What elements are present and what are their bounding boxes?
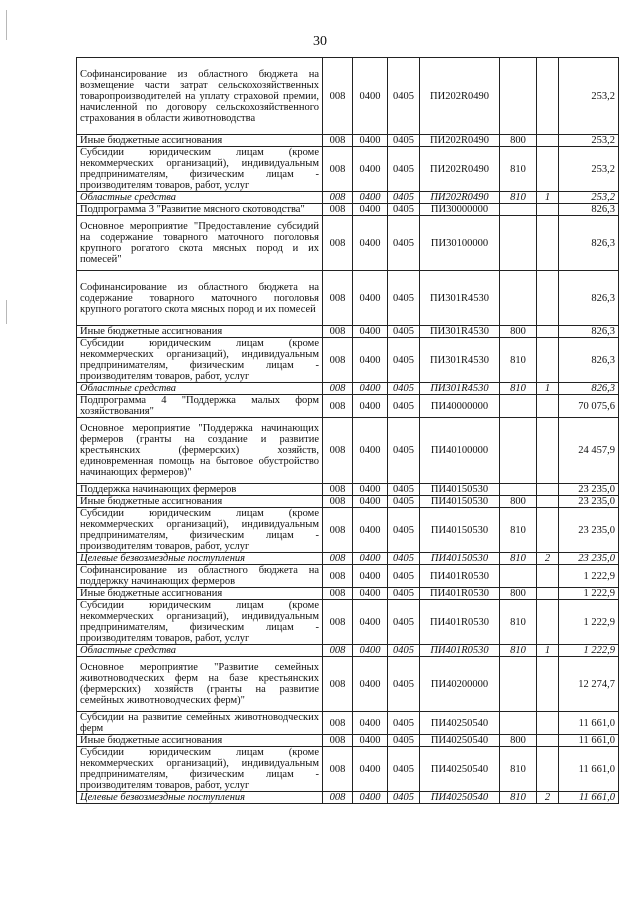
row-section-code: 0400 <box>353 508 388 553</box>
row-target-article: ПИ40250540 <box>420 747 500 792</box>
row-section-code: 0400 <box>353 58 388 135</box>
row-subsection-code: 0405 <box>388 792 420 804</box>
row-funding-source: 1 <box>537 192 559 204</box>
row-ministry-code: 008 <box>323 588 353 600</box>
row-funding-source <box>537 58 559 135</box>
table-row <box>77 204 619 216</box>
budget-table-body <box>77 58 619 804</box>
table-row <box>77 147 619 192</box>
row-ministry-code: 008 <box>323 216 353 271</box>
row-subsection-code: 0405 <box>388 338 420 383</box>
row-target-article: ПИ40150530 <box>420 496 500 508</box>
row-section-code: 0400 <box>353 135 388 147</box>
row-subsection-code: 0405 <box>388 657 420 712</box>
row-name: Областные средства <box>77 383 323 395</box>
row-name: Иные бюджетные ассигнования <box>77 496 323 508</box>
row-funding-source: 1 <box>537 383 559 395</box>
row-section-code: 0400 <box>353 271 388 326</box>
table-row <box>77 565 619 588</box>
row-target-article: ПИ202R0490 <box>420 192 500 204</box>
row-target-article: ПИ40250540 <box>420 792 500 804</box>
row-expense-type: 810 <box>500 383 537 395</box>
row-expense-type: 810 <box>500 147 537 192</box>
row-ministry-code: 008 <box>323 395 353 418</box>
row-section-code: 0400 <box>353 600 388 645</box>
row-expense-type <box>500 58 537 135</box>
row-subsection-code: 0405 <box>388 271 420 326</box>
row-name: Иные бюджетные ассигнования <box>77 135 323 147</box>
row-section-code: 0400 <box>353 326 388 338</box>
row-expense-type: 800 <box>500 588 537 600</box>
table-row <box>77 216 619 271</box>
row-target-article: ПИ40150530 <box>420 508 500 553</box>
row-funding-source <box>537 657 559 712</box>
row-section-code: 0400 <box>353 338 388 383</box>
row-name: Субсидии юридическим лицам (кроме некоммерческих организаций), индивидуальным предпринимателям, физическим лицам - производителям товаров, работ, услуг <box>77 508 323 553</box>
row-name: Субсидии юридическим лицам (кроме некоммерческих организаций), индивидуальным предпринимателям, физическим лицам - производителям товаров, работ, услуг <box>77 747 323 792</box>
row-section-code: 0400 <box>353 657 388 712</box>
row-subsection-code: 0405 <box>388 58 420 135</box>
row-target-article: ПИ40000000 <box>420 395 500 418</box>
row-subsection-code: 0405 <box>388 735 420 747</box>
row-funding-source: 2 <box>537 553 559 565</box>
row-funding-source <box>537 747 559 792</box>
row-amount: 11 661,0 <box>559 735 619 747</box>
row-expense-type <box>500 216 537 271</box>
row-funding-source <box>537 135 559 147</box>
row-funding-source <box>537 588 559 600</box>
row-section-code: 0400 <box>353 645 388 657</box>
budget-table <box>76 57 619 804</box>
row-target-article: ПИ202R0490 <box>420 147 500 192</box>
table-row <box>77 792 619 804</box>
table-row <box>77 645 619 657</box>
row-ministry-code: 008 <box>323 735 353 747</box>
row-amount: 826,3 <box>559 326 619 338</box>
page-number: 30 <box>313 34 327 49</box>
row-target-article: ПИ40250540 <box>420 712 500 735</box>
row-ministry-code: 008 <box>323 645 353 657</box>
row-name: Субсидии юридическим лицам (кроме некоммерческих организаций), индивидуальным предпринимателям, физическим лицам - производителям товаров, работ, услуг <box>77 600 323 645</box>
row-funding-source <box>537 712 559 735</box>
row-target-article: ПИ40100000 <box>420 418 500 484</box>
row-amount: 1 222,9 <box>559 565 619 588</box>
row-funding-source <box>537 338 559 383</box>
row-section-code: 0400 <box>353 792 388 804</box>
row-expense-type: 810 <box>500 508 537 553</box>
row-funding-source <box>537 508 559 553</box>
row-funding-source <box>537 216 559 271</box>
row-ministry-code: 008 <box>323 747 353 792</box>
table-row <box>77 484 619 496</box>
row-amount: 11 661,0 <box>559 792 619 804</box>
row-section-code: 0400 <box>353 588 388 600</box>
row-ministry-code: 008 <box>323 657 353 712</box>
row-amount: 253,2 <box>559 58 619 135</box>
row-expense-type: 800 <box>500 496 537 508</box>
row-funding-source <box>537 484 559 496</box>
row-funding-source <box>537 395 559 418</box>
row-amount: 1 222,9 <box>559 645 619 657</box>
row-target-article: ПИ202R0490 <box>420 135 500 147</box>
row-target-article: ПИ30000000 <box>420 204 500 216</box>
row-subsection-code: 0405 <box>388 484 420 496</box>
row-ministry-code: 008 <box>323 192 353 204</box>
row-name: Иные бюджетные ассигнования <box>77 735 323 747</box>
row-name: Областные средства <box>77 192 323 204</box>
table-row <box>77 588 619 600</box>
row-target-article: ПИ401R0530 <box>420 565 500 588</box>
row-target-article: ПИ401R0530 <box>420 588 500 600</box>
row-expense-type <box>500 395 537 418</box>
row-section-code: 0400 <box>353 216 388 271</box>
row-subsection-code: 0405 <box>388 204 420 216</box>
row-target-article: ПИ401R0530 <box>420 600 500 645</box>
row-subsection-code: 0405 <box>388 712 420 735</box>
row-subsection-code: 0405 <box>388 600 420 645</box>
row-funding-source: 2 <box>537 792 559 804</box>
row-section-code: 0400 <box>353 747 388 792</box>
row-section-code: 0400 <box>353 735 388 747</box>
table-row <box>77 326 619 338</box>
table-row <box>77 192 619 204</box>
row-name: Субсидии юридическим лицам (кроме некоммерческих организаций), индивидуальным предпринимателям, физическим лицам - производителям товаров, работ, услуг <box>77 338 323 383</box>
row-ministry-code: 008 <box>323 418 353 484</box>
row-expense-type <box>500 712 537 735</box>
row-ministry-code: 008 <box>323 326 353 338</box>
table-row <box>77 735 619 747</box>
row-expense-type <box>500 204 537 216</box>
row-target-article: ПИ301R4530 <box>420 338 500 383</box>
row-subsection-code: 0405 <box>388 326 420 338</box>
row-target-article: ПИ40150530 <box>420 484 500 496</box>
row-funding-source <box>537 418 559 484</box>
table-row <box>77 135 619 147</box>
row-amount: 826,3 <box>559 271 619 326</box>
row-funding-source <box>537 565 559 588</box>
row-amount: 11 661,0 <box>559 747 619 792</box>
row-expense-type: 810 <box>500 747 537 792</box>
row-subsection-code: 0405 <box>388 508 420 553</box>
row-amount: 70 075,6 <box>559 395 619 418</box>
row-funding-source <box>537 147 559 192</box>
row-section-code: 0400 <box>353 192 388 204</box>
row-name: Целевые безвозмездные поступления <box>77 792 323 804</box>
row-expense-type: 810 <box>500 553 537 565</box>
table-row <box>77 338 619 383</box>
row-amount: 12 274,7 <box>559 657 619 712</box>
row-expense-type <box>500 484 537 496</box>
row-subsection-code: 0405 <box>388 496 420 508</box>
row-ministry-code: 008 <box>323 712 353 735</box>
row-amount: 253,2 <box>559 192 619 204</box>
row-subsection-code: 0405 <box>388 565 420 588</box>
row-target-article: ПИ30100000 <box>420 216 500 271</box>
row-amount: 24 457,9 <box>559 418 619 484</box>
row-name: Областные средства <box>77 645 323 657</box>
row-expense-type <box>500 418 537 484</box>
row-expense-type: 810 <box>500 192 537 204</box>
row-ministry-code: 008 <box>323 496 353 508</box>
table-row <box>77 58 619 135</box>
row-ministry-code: 008 <box>323 383 353 395</box>
row-subsection-code: 0405 <box>388 135 420 147</box>
row-target-article: ПИ40150530 <box>420 553 500 565</box>
row-expense-type <box>500 271 537 326</box>
row-amount: 23 235,0 <box>559 553 619 565</box>
row-ministry-code: 008 <box>323 338 353 383</box>
row-target-article: ПИ40250540 <box>420 735 500 747</box>
row-funding-source <box>537 735 559 747</box>
row-ministry-code: 008 <box>323 58 353 135</box>
row-ministry-code: 008 <box>323 271 353 326</box>
row-amount: 1 222,9 <box>559 600 619 645</box>
row-expense-type: 810 <box>500 600 537 645</box>
row-subsection-code: 0405 <box>388 395 420 418</box>
row-ministry-code: 008 <box>323 147 353 192</box>
row-ministry-code: 008 <box>323 508 353 553</box>
row-amount: 253,2 <box>559 147 619 192</box>
row-name: Подпрограмма 4 "Поддержка малых форм хозяйствования" <box>77 395 323 418</box>
row-funding-source: 1 <box>537 645 559 657</box>
table-row <box>77 553 619 565</box>
row-target-article: ПИ202R0490 <box>420 58 500 135</box>
row-ministry-code: 008 <box>323 484 353 496</box>
row-amount: 253,2 <box>559 135 619 147</box>
row-section-code: 0400 <box>353 484 388 496</box>
row-amount: 11 661,0 <box>559 712 619 735</box>
row-subsection-code: 0405 <box>388 553 420 565</box>
row-amount: 23 235,0 <box>559 496 619 508</box>
row-target-article: ПИ301R4530 <box>420 271 500 326</box>
row-amount: 826,3 <box>559 383 619 395</box>
row-funding-source <box>537 600 559 645</box>
row-amount: 23 235,0 <box>559 508 619 553</box>
row-ministry-code: 008 <box>323 565 353 588</box>
table-row <box>77 508 619 553</box>
row-ministry-code: 008 <box>323 792 353 804</box>
row-section-code: 0400 <box>353 147 388 192</box>
row-subsection-code: 0405 <box>388 192 420 204</box>
row-target-article: ПИ40200000 <box>420 657 500 712</box>
row-subsection-code: 0405 <box>388 645 420 657</box>
table-row <box>77 395 619 418</box>
row-name: Софинансирование из областного бюджета на поддержку начинающих фермеров <box>77 565 323 588</box>
row-ministry-code: 008 <box>323 135 353 147</box>
row-subsection-code: 0405 <box>388 588 420 600</box>
row-expense-type <box>500 565 537 588</box>
row-expense-type: 800 <box>500 326 537 338</box>
row-ministry-code: 008 <box>323 204 353 216</box>
row-funding-source <box>537 271 559 326</box>
table-row <box>77 496 619 508</box>
row-subsection-code: 0405 <box>388 147 420 192</box>
row-section-code: 0400 <box>353 712 388 735</box>
row-section-code: 0400 <box>353 565 388 588</box>
row-ministry-code: 008 <box>323 553 353 565</box>
row-expense-type <box>500 657 537 712</box>
row-expense-type: 800 <box>500 735 537 747</box>
row-funding-source <box>537 326 559 338</box>
row-section-code: 0400 <box>353 418 388 484</box>
row-name: Иные бюджетные ассигнования <box>77 588 323 600</box>
row-subsection-code: 0405 <box>388 418 420 484</box>
row-ministry-code: 008 <box>323 600 353 645</box>
row-name: Основное мероприятие "Развитие семейных животноводческих ферм на базе крестьянских (фермерских) хозяйств (гранты на развитие семейных животноводческих ферм)" <box>77 657 323 712</box>
row-name: Софинансирование из областного бюджета на содержание товарного маточного поголовья крупного рогатого скота мясных пород и их помесей <box>77 271 323 326</box>
table-row <box>77 418 619 484</box>
table-row <box>77 383 619 395</box>
row-amount: 826,3 <box>559 204 619 216</box>
row-amount: 826,3 <box>559 338 619 383</box>
row-subsection-code: 0405 <box>388 747 420 792</box>
scan-margin-mark <box>6 300 7 324</box>
row-target-article: ПИ401R0530 <box>420 645 500 657</box>
row-expense-type: 810 <box>500 792 537 804</box>
row-expense-type: 810 <box>500 645 537 657</box>
row-section-code: 0400 <box>353 553 388 565</box>
row-name: Субсидии юридическим лицам (кроме некоммерческих организаций), индивидуальным предпринимателям, физическим лицам - производителям товаров, работ, услуг <box>77 147 323 192</box>
row-name: Основное мероприятие "Поддержка начинающих фермеров (гранты на создание и развитие крестьянских (фермерских) хозяйств, единовременная помощь на бытовое обустройство начинающих фермеров)" <box>77 418 323 484</box>
table-row <box>77 747 619 792</box>
table-row <box>77 271 619 326</box>
row-amount: 23 235,0 <box>559 484 619 496</box>
row-section-code: 0400 <box>353 383 388 395</box>
table-row <box>77 600 619 645</box>
row-name: Целевые безвозмездные поступления <box>77 553 323 565</box>
row-name: Иные бюджетные ассигнования <box>77 326 323 338</box>
row-subsection-code: 0405 <box>388 216 420 271</box>
row-expense-type: 800 <box>500 135 537 147</box>
row-name: Поддержка начинающих фермеров <box>77 484 323 496</box>
row-funding-source <box>537 496 559 508</box>
row-target-article: ПИ301R4530 <box>420 326 500 338</box>
row-name: Субсидии на развитие семейных животноводческих ферм <box>77 712 323 735</box>
row-name: Основное мероприятие "Предоставление субсидий на содержание товарного маточного поголовья крупного рогатого скота мясных пород и их помесей" <box>77 216 323 271</box>
row-target-article: ПИ301R4530 <box>420 383 500 395</box>
table-row <box>77 712 619 735</box>
row-amount: 1 222,9 <box>559 588 619 600</box>
row-subsection-code: 0405 <box>388 383 420 395</box>
row-name: Подпрограмма 3 "Развитие мясного скотоводства" <box>77 204 323 216</box>
row-section-code: 0400 <box>353 204 388 216</box>
row-funding-source <box>537 204 559 216</box>
row-amount: 826,3 <box>559 216 619 271</box>
row-section-code: 0400 <box>353 395 388 418</box>
row-expense-type: 810 <box>500 338 537 383</box>
table-row <box>77 657 619 712</box>
row-section-code: 0400 <box>353 496 388 508</box>
row-name: Софинансирование из областного бюджета на возмещение части затрат сельскохозяйственных товаропроизводителей на уплату страховой премии, начисленной по договору сельскохозяйственного страхования в области животноводства <box>77 58 323 135</box>
